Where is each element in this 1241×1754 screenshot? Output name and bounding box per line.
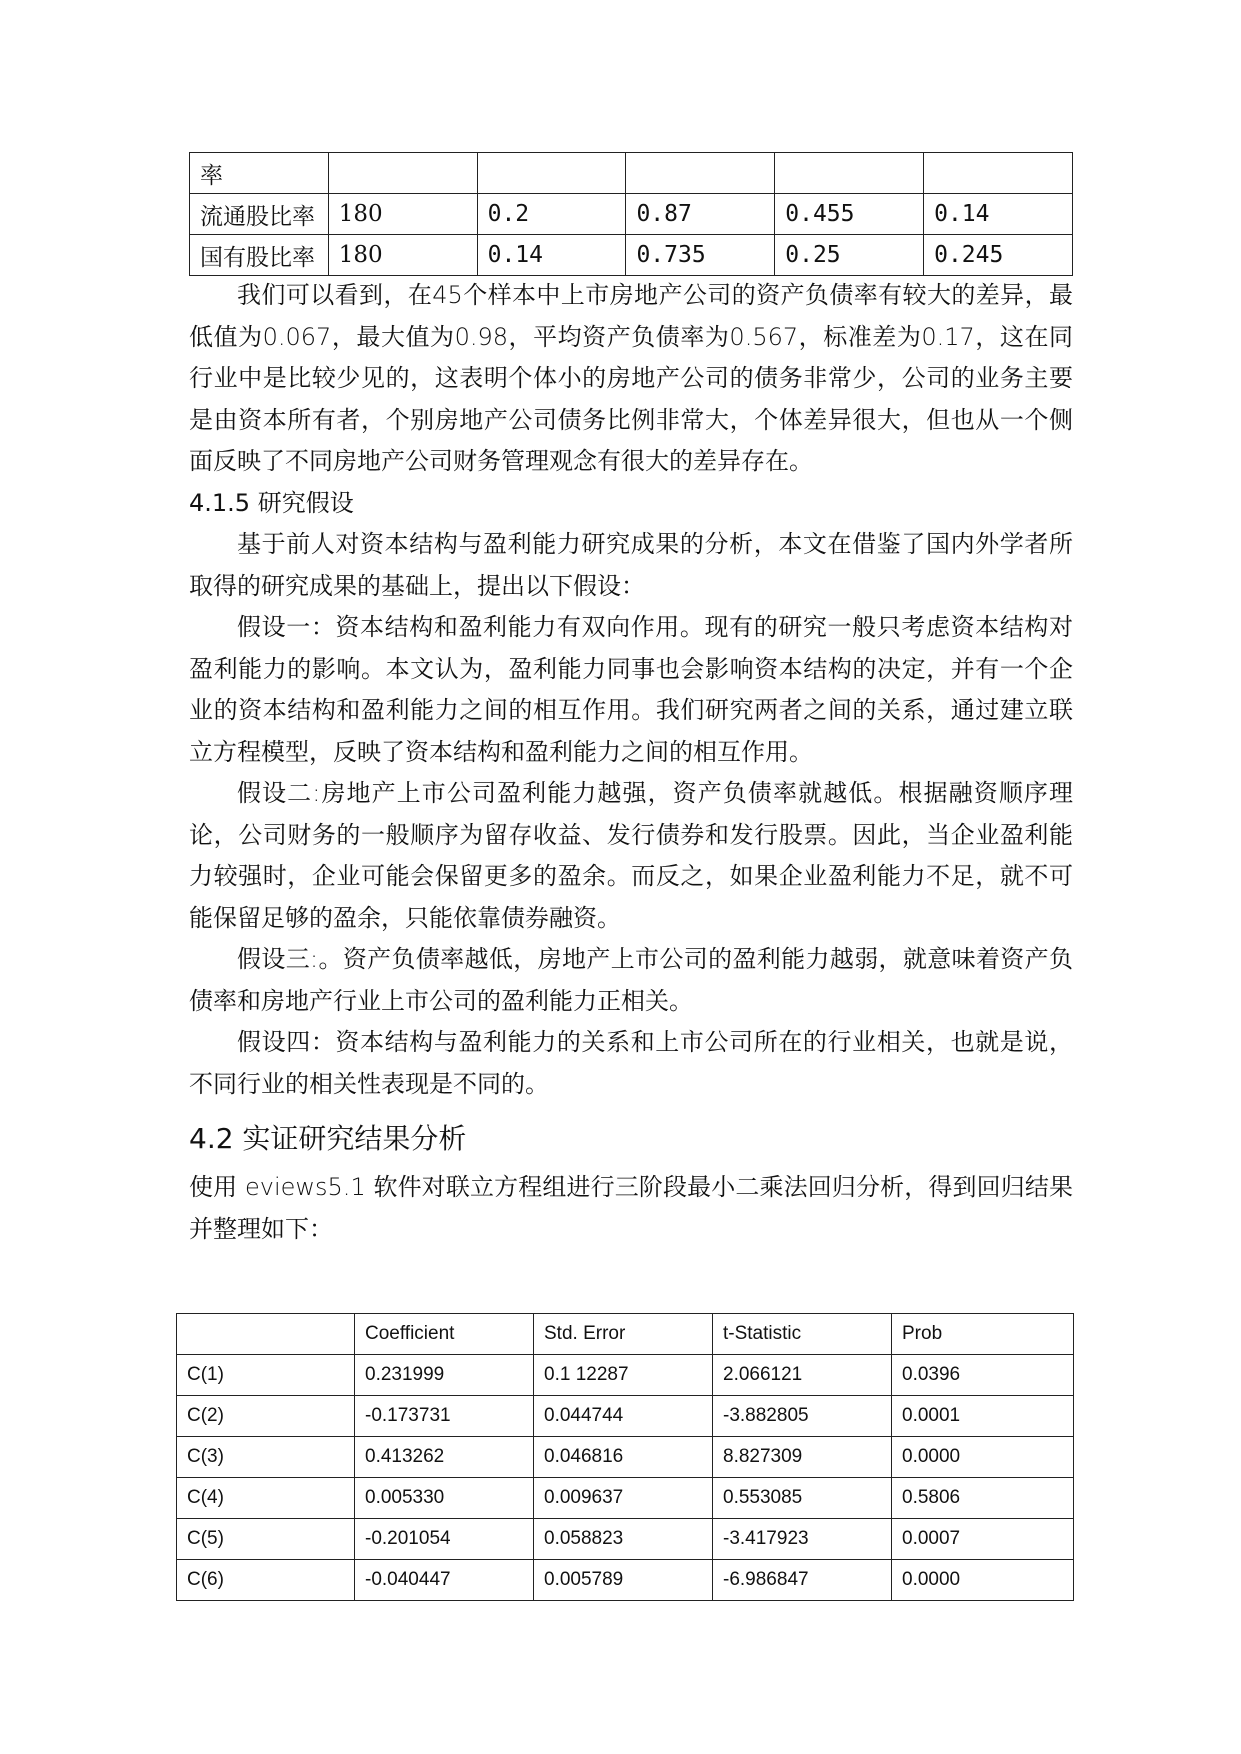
table-cell: 0.87 [626,194,775,235]
table-cell: 0.455 [775,194,924,235]
table-row [177,1355,1074,1396]
paragraph-sample-analysis: 我们可以看到，在45个样本中上市房地产公司的资产负债率有较大的差异，最低值为0.067，最大值为0.98，平均资产负债率为0.567，标准差为0.17，这在同行业中是比较少见的，这表明个体小的房地产公司的债务非常少，公司的业务主要是由资本所有者，个别房地产公司债务比例非常大，个体差异很大，但也从一个侧面反映了不同房地产公司财务管理观念有很大的差异存在。 [189,281,1073,475]
table-cell [626,153,775,194]
table-cell: C(2) [177,1396,355,1437]
body-text [189,275,1073,1250]
table-row [177,1478,1074,1519]
table-cell: -0.040447 [355,1560,534,1601]
table-header-cell: t-Statistic [713,1314,892,1355]
table-cell: 0.245 [924,235,1073,276]
table-row [177,1519,1074,1560]
table-cell [477,153,626,194]
table-cell: 0.25 [775,235,924,276]
table-row [190,153,1073,194]
table-cell: 0.0396 [892,1355,1074,1396]
table-cell: 国有股比率 [190,235,329,276]
table-cell: 0.413262 [355,1437,534,1478]
table-cell: 0.0000 [892,1437,1074,1478]
table-row [190,194,1073,235]
section-heading-4-2: 4.2 实证研究结果分析 [189,1122,467,1155]
table-row [177,1560,1074,1601]
table-cell: 0.046816 [534,1437,713,1478]
table-cell: C(3) [177,1437,355,1478]
table-header-row [177,1314,1074,1355]
table-cell: -3.882805 [713,1396,892,1437]
table-cell: 0.005789 [534,1560,713,1601]
table-cell: 0.005330 [355,1478,534,1519]
table-cell [775,153,924,194]
table-cell: 0.0001 [892,1396,1074,1437]
table-cell: 180 [328,194,477,235]
table-header-cell [177,1314,355,1355]
table-cell: 0.058823 [534,1519,713,1560]
table-cell: -0.201054 [355,1519,534,1560]
table-header-cell: Std. Error [534,1314,713,1355]
table-cell: C(6) [177,1560,355,1601]
table-header-cell: Coefficient [355,1314,534,1355]
table-cell: 0.044744 [534,1396,713,1437]
table-cell: -6.986847 [713,1560,892,1601]
table-cell: 0.5806 [892,1478,1074,1519]
descriptive-stats-table [189,152,1073,276]
table-row [177,1437,1074,1478]
table-cell: 0.1 12287 [534,1355,713,1396]
paragraph-hypothesis-3: 假设三:。资产负债率越低，房地产上市公司的盈利能力越弱，就意味着资产负债率和房地产行业上市公司的盈利能力正相关。 [189,945,1073,1015]
table-cell: 2.066121 [713,1355,892,1396]
table-cell [924,153,1073,194]
table-header-cell: Prob [892,1314,1074,1355]
table-cell: 0.0007 [892,1519,1074,1560]
paragraph-regression-intro: 使用 eviews5.1 软件对联立方程组进行三阶段最小二乘法回归分析，得到回归结果并整理如下： [189,1173,1073,1243]
paragraph-hypothesis-2: 假设二:房地产上市公司盈利能力越强，资产负债率就越低。根据融资顺序理论，公司财务的一般顺序为留存收益、发行债券和发行股票。因此，当企业盈利能力较强时，企业可能会保留更多的盈余。而反之，如果企业盈利能力不足，就不可能保留足够的盈余，只能依靠债券融资。 [189,779,1073,932]
table-row [190,235,1073,276]
table-cell: 0.735 [626,235,775,276]
table-cell: 流通股比率 [190,194,329,235]
table-cell: 0.14 [924,194,1073,235]
table-cell: -3.417923 [713,1519,892,1560]
table-cell: 180 [328,235,477,276]
table-cell: C(5) [177,1519,355,1560]
table-cell: 0.14 [477,235,626,276]
table-cell: C(1) [177,1355,355,1396]
table-row [177,1396,1074,1437]
table-cell: 0.553085 [713,1478,892,1519]
table-cell: 0.231999 [355,1355,534,1396]
table-cell: 0.0000 [892,1560,1074,1601]
paragraph-hypothesis-intro: 基于前人对资本结构与盈利能力研究成果的分析，本文在借鉴了国内外学者所取得的研究成果的基础上，提出以下假设： [189,530,1073,600]
section-heading-4-1-5: 4.1.5 研究假设 [189,488,354,517]
paragraph-hypothesis-4: 假设四：资本结构与盈利能力的关系和上市公司所在的行业相关，也就是说，不同行业的相关性表现是不同的。 [189,1028,1073,1098]
table-cell: 8.827309 [713,1437,892,1478]
paragraph-hypothesis-1: 假设一：资本结构和盈利能力有双向作用。现有的研究一般只考虑资本结构对盈利能力的影响。本文认为，盈利能力同事也会影响资本结构的决定，并有一个企业的资本结构和盈利能力之间的相互作用。我们研究两者之间的关系，通过建立联立方程模型，反映了资本结构和盈利能力之间的相互作用。 [189,613,1073,766]
regression-results-table [176,1313,1074,1601]
table-cell: C(4) [177,1478,355,1519]
table-cell: -0.173731 [355,1396,534,1437]
table-cell: 率 [190,153,329,194]
table-cell: 0.2 [477,194,626,235]
table-cell [328,153,477,194]
table-cell: 0.009637 [534,1478,713,1519]
